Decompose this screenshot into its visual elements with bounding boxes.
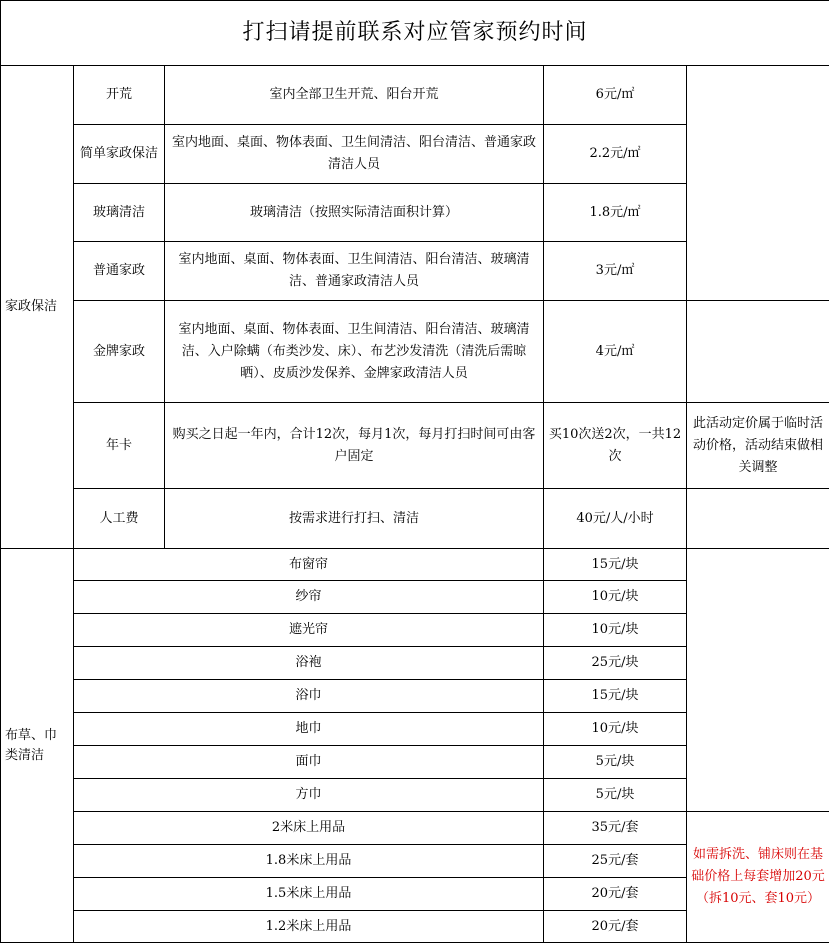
linen-name: 布窗帘 bbox=[74, 549, 544, 581]
service-name: 人工费 bbox=[74, 489, 165, 549]
empty-note-cell bbox=[687, 66, 829, 301]
service-price: 4元/㎡ bbox=[544, 301, 687, 403]
service-desc: 室内全部卫生开荒、阳台开荒 bbox=[165, 66, 544, 125]
linen-name: 2米床上用品 bbox=[74, 812, 544, 845]
linen-name: 地巾 bbox=[74, 713, 544, 746]
linen-price: 15元/块 bbox=[544, 680, 687, 713]
linen-name: 遮光帘 bbox=[74, 614, 544, 647]
linen-price: 5元/块 bbox=[544, 779, 687, 812]
table-row bbox=[1, 403, 829, 489]
service-desc: 玻璃清洁（按照实际清洁面积计算） bbox=[165, 184, 544, 242]
annual-card-note: 此活动定价属于临时活动价格，活动结束做相关调整 bbox=[687, 403, 829, 489]
linen-name: 浴巾 bbox=[74, 680, 544, 713]
empty-note-cell bbox=[687, 549, 829, 812]
bedding-note: 如需拆洗、铺床则在基础价格上每套增加20元（拆10元、套10元） bbox=[687, 812, 829, 943]
service-price: 40元/人/小时 bbox=[544, 489, 687, 549]
linen-name: 面巾 bbox=[74, 746, 544, 779]
service-price: 3元/㎡ bbox=[544, 242, 687, 301]
linen-price: 20元/套 bbox=[544, 911, 687, 943]
category-linen: 布草、巾类清洁 bbox=[1, 549, 74, 943]
linen-price: 10元/块 bbox=[544, 713, 687, 746]
linen-name: 1.2米床上用品 bbox=[74, 911, 544, 943]
service-desc: 室内地面、桌面、物体表面、卫生间清洁、阳台清洁、普通家政清洁人员 bbox=[165, 125, 544, 184]
linen-name: 纱帘 bbox=[74, 581, 544, 614]
service-desc: 购买之日起一年内，合计12次，每月1次，每月打扫时间可由客户固定 bbox=[165, 403, 544, 489]
service-price: 1.8元/㎡ bbox=[544, 184, 687, 242]
linen-price: 35元/套 bbox=[544, 812, 687, 845]
empty-note-cell bbox=[687, 301, 829, 403]
service-desc: 室内地面、桌面、物体表面、卫生间清洁、阳台清洁、玻璃清洁、普通家政清洁人员 bbox=[165, 242, 544, 301]
service-price: 6元/㎡ bbox=[544, 66, 687, 125]
service-name: 简单家政保洁 bbox=[74, 125, 165, 184]
category-housekeeping: 家政保洁 bbox=[1, 66, 74, 549]
service-name: 普通家政 bbox=[74, 242, 165, 301]
linen-name: 1.5米床上用品 bbox=[74, 878, 544, 911]
linen-price: 20元/套 bbox=[544, 878, 687, 911]
linen-price: 10元/块 bbox=[544, 581, 687, 614]
service-desc: 室内地面、桌面、物体表面、卫生间清洁、阳台清洁、玻璃清洁、入户除螨（布类沙发、床）、布艺沙发清洗（清洗后需晾晒）、皮质沙发保养、金牌家政清洁人员 bbox=[165, 301, 544, 403]
table-row bbox=[1, 549, 829, 581]
page-title: 打扫请提前联系对应管家预约时间 bbox=[1, 1, 829, 66]
linen-name: 浴袍 bbox=[74, 647, 544, 680]
table-row bbox=[1, 489, 829, 549]
linen-price: 25元/块 bbox=[544, 647, 687, 680]
linen-price: 5元/块 bbox=[544, 746, 687, 779]
service-name: 金牌家政 bbox=[74, 301, 165, 403]
service-name: 开荒 bbox=[74, 66, 165, 125]
service-name: 年卡 bbox=[74, 403, 165, 489]
linen-name: 方巾 bbox=[74, 779, 544, 812]
linen-price: 15元/块 bbox=[544, 549, 687, 581]
service-desc: 按需求进行打扫、清洁 bbox=[165, 489, 544, 549]
service-price: 买10次送2次，一共12次 bbox=[544, 403, 687, 489]
linen-price: 25元/套 bbox=[544, 845, 687, 878]
table-row bbox=[1, 301, 829, 403]
service-price: 2.2元/㎡ bbox=[544, 125, 687, 184]
linen-name: 1.8米床上用品 bbox=[74, 845, 544, 878]
linen-price: 10元/块 bbox=[544, 614, 687, 647]
empty-note-cell bbox=[687, 489, 829, 549]
table-row bbox=[1, 66, 829, 125]
table-row bbox=[1, 812, 829, 845]
service-name: 玻璃清洁 bbox=[74, 184, 165, 242]
